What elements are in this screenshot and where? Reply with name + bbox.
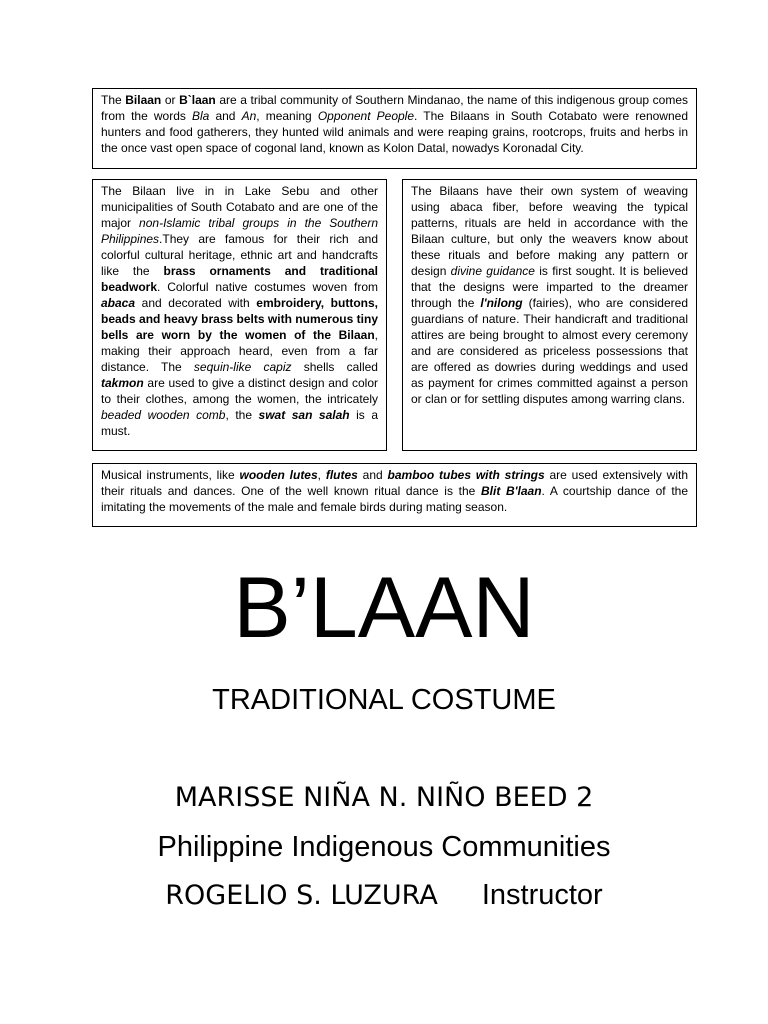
emphasis-text: bamboo tubes with strings bbox=[387, 468, 545, 482]
emphasis-text: l'nilong bbox=[480, 296, 523, 310]
emphasis-text: takmon bbox=[101, 376, 144, 390]
emphasis-text: Bla bbox=[192, 109, 210, 123]
page-subtitle: TRADITIONAL COSTUME bbox=[212, 684, 556, 716]
weaving-paragraph: The Bilaans have their own system of weaving using abaca fiber, before weaving the typical patterns, rituals are held in accordance with the Bilaan culture, but only the weavers know about these rituals and before making any pattern or design divine guidance is first sought. It is believed that the designs were imparted to the dreamer through the l'nilong (fairies), who are considered guardians of nature. Their handicraft and traditional attires are being brought to almost every ceremony and are considered as priceless possessions that are offered as dowries during weddings and used as payment for crimes committed against a person or clan or for settling disputes among warring clans. bbox=[411, 184, 688, 406]
emphasis-text: Opponent People bbox=[317, 109, 415, 123]
emphasis-text: swat san salah bbox=[258, 408, 350, 422]
intro-paragraph: The Bilaan or B`laan are a tribal community of Southern Mindanao, the name of this indigenous group comes from the words Bla and An, meaning Opponent People. The Bilaans in South Cotabato were renowned hunters and food gatherers, they hunted wild animals and were reaping grains, rootcrops, fruits and herbs in the once vast open space of cogonal land, known as Kolon Datal, nowadys Koronadal City. bbox=[101, 93, 688, 155]
emphasis-text: brass ornaments and traditional beadwork bbox=[101, 264, 378, 294]
instructor-role: Instructor bbox=[481, 879, 603, 911]
weaving-text-box bbox=[402, 179, 697, 451]
student-name: MARISSE NIÑA N. NIÑO BEED 2 bbox=[174, 782, 594, 813]
emphasis-text: sequin-like capiz bbox=[193, 360, 292, 374]
emphasis-text: wooden lutes bbox=[239, 468, 318, 482]
music-paragraph: Musical instruments, like wooden lutes, flutes and bamboo tubes with strings are used extensively with their rituals and dances. One of the well known ritual dance is the Blit B'laan. A courtship dance of the imitating the movements of the male and female birds during mating season. bbox=[101, 468, 689, 514]
emphasis-text: B`laan bbox=[179, 93, 216, 107]
emphasis-text: beaded wooden comb bbox=[101, 408, 226, 422]
music-text-box bbox=[92, 463, 697, 527]
emphasis-text: abaca bbox=[101, 296, 136, 310]
emphasis-text: non-Islamic tribal groups in the Southern Philippines bbox=[101, 216, 378, 246]
instructor-line bbox=[0, 877, 768, 914]
costume-text-box bbox=[92, 179, 387, 451]
instructor-name: ROGELIO S. LUZURA bbox=[165, 880, 438, 911]
emphasis-text: Blit B'laan bbox=[480, 484, 542, 498]
course-name: Philippine Indigenous Communities bbox=[157, 831, 611, 863]
emphasis-text: Bilaan bbox=[125, 93, 162, 107]
intro-text-box bbox=[92, 88, 697, 169]
emphasis-text: An bbox=[241, 109, 257, 123]
costume-paragraph: The Bilaan live in in Lake Sebu and other municipalities of South Cotabato and are one of the major non-Islamic tribal groups in the Southern Philippines.They are famous for their rich and colorful cultural heritage, ethnic art and handcrafts like the brass ornaments and traditional beadwork. Colorful native costumes woven from abaca and decorated with embroidery, buttons, beads and heavy brass belts with numerous tiny bells are worn by the women of the Bilaan, making their approach heard, even from a far distance. The sequin-like capiz shells called takmon are used to give a distinct design and color to their clothes, among the women, the intricately beaded wooden comb, the swat san salah is a must. bbox=[101, 184, 379, 438]
emphasis-text: divine guidance bbox=[450, 264, 535, 278]
emphasis-text: embroidery, buttons, beads and heavy brass belts with numerous tiny bells are worn by the women of the Bilaan bbox=[101, 296, 379, 342]
emphasis-text: flutes bbox=[325, 468, 358, 482]
page-title: B’LAAN bbox=[233, 560, 535, 656]
